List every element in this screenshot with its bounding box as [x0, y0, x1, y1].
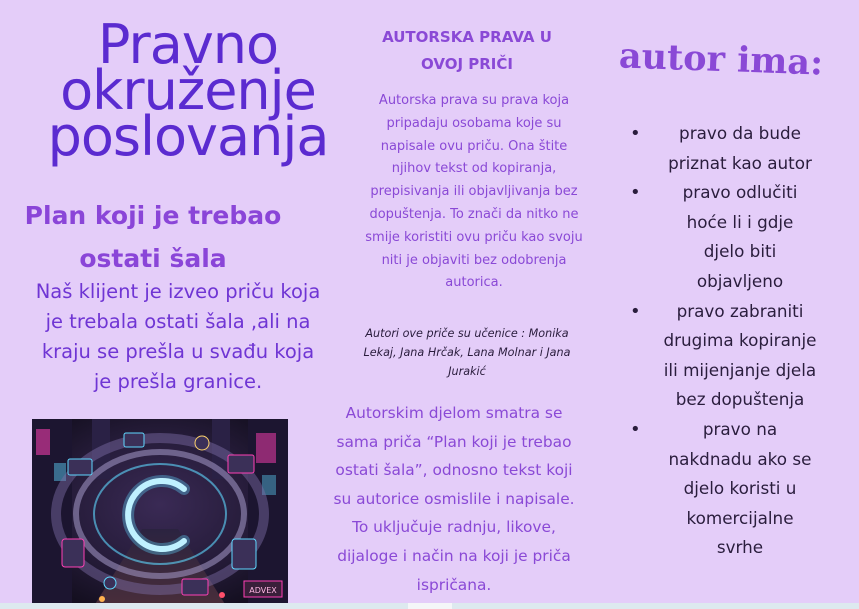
work-definition: [316, 399, 592, 599]
description-line: dopuštenja. To znači da nitko ne: [369, 206, 579, 222]
description-line: njihov tekst od kopiranja,: [391, 161, 557, 177]
item-line: pravo odlučiti: [682, 182, 798, 203]
item-line: svrhe: [716, 537, 764, 558]
list-item: [628, 178, 838, 296]
bullet-icon: •: [630, 418, 641, 440]
item-line: pravo da bude: [679, 123, 801, 143]
authors-line: Lekaj, Jana Hrčak, Lana Molnar i Jana: [363, 346, 571, 359]
work-line: su autorice osmislile i napisale.: [333, 489, 575, 508]
item-line: drugima kopiranje: [663, 330, 817, 351]
item-line: pravo na: [702, 418, 778, 439]
story-title: [8, 194, 298, 280]
copyright-description: [358, 90, 590, 295]
authors-line: Jurakić: [448, 365, 486, 378]
item-line: objavljeno: [696, 270, 784, 291]
bullet-icon: •: [630, 300, 641, 322]
bullet-icon: •: [630, 123, 641, 144]
title-line: poslovanja: [47, 105, 329, 168]
item-line: djelo biti: [703, 241, 777, 262]
description-line: prepisivanja ili objavljivanja bez: [370, 184, 578, 200]
description-line: niti je objaviti bez odobrenja: [381, 252, 567, 268]
work-line: sama priča “Plan koji je trebao: [336, 432, 572, 451]
heading-line: OVOJ PRIČI: [421, 55, 513, 73]
work-line: To uključuje radnju, likove,: [352, 518, 556, 537]
section-heading: [362, 24, 572, 78]
item-line: bez dopuštenja: [675, 389, 805, 410]
description-line: autorica.: [445, 275, 503, 291]
item-line: djelo koristi u: [683, 478, 797, 499]
summary-line: je trebala ostati šala ,ali na: [45, 310, 311, 333]
description-line: smije koristiti ovu priču kao svoju: [365, 229, 583, 245]
summary-line: kraju se prešla u svađu koja: [41, 340, 315, 363]
heading-line: AUTORSKA PRAVA U: [382, 28, 552, 46]
work-line: Autorskim djelom smatra se: [345, 404, 563, 422]
title-line: okruženje: [60, 59, 316, 122]
item-line: pravo zabraniti: [676, 300, 804, 321]
work-line: ispričana.: [416, 575, 492, 594]
list-item: [628, 119, 838, 178]
list-item: [628, 297, 838, 415]
story-summary: [6, 277, 350, 397]
description-line: Autorska prava su prava koja: [378, 93, 570, 108]
description-line: pripadaju osobama koje su: [386, 115, 562, 131]
bullet-icon: •: [630, 182, 641, 204]
list-item: [628, 415, 838, 563]
copyright-neon-icon: [32, 419, 288, 609]
scroll-thumb[interactable]: [408, 603, 452, 609]
item-line: komercijalne: [686, 507, 794, 528]
summary-line: je prešla granice.: [93, 370, 263, 393]
rights-list: [628, 119, 838, 563]
item-line: priznat kao autor: [668, 152, 812, 173]
page-title: [8, 13, 368, 168]
story-title-line: Plan koji je trebao: [24, 201, 282, 230]
summary-line: Naš klijent je izveo priču koja: [35, 280, 321, 303]
bottom-strip: [0, 603, 859, 609]
billboard-text: ADVEX: [249, 586, 277, 595]
copyright-illustration: [32, 419, 288, 609]
title-line: Pravno: [97, 13, 279, 76]
rights-heading: autor ima:: [618, 35, 824, 84]
description-line: napisale ovu priču. Ona štite: [380, 138, 568, 154]
item-line: hoće li i gdje: [686, 211, 794, 232]
authors-line: Autori ove priče su učenice : Monika: [365, 327, 569, 340]
item-line: nakdnadu ako se: [668, 448, 812, 469]
work-line: ostati šala”, odnosno tekst koji: [335, 461, 573, 480]
authors-note: [344, 324, 590, 381]
story-title-line: ostati šala: [79, 244, 227, 273]
work-line: dijaloge i način na koji je priča: [337, 546, 571, 565]
item-line: ili mijenjanje djela: [663, 359, 817, 380]
